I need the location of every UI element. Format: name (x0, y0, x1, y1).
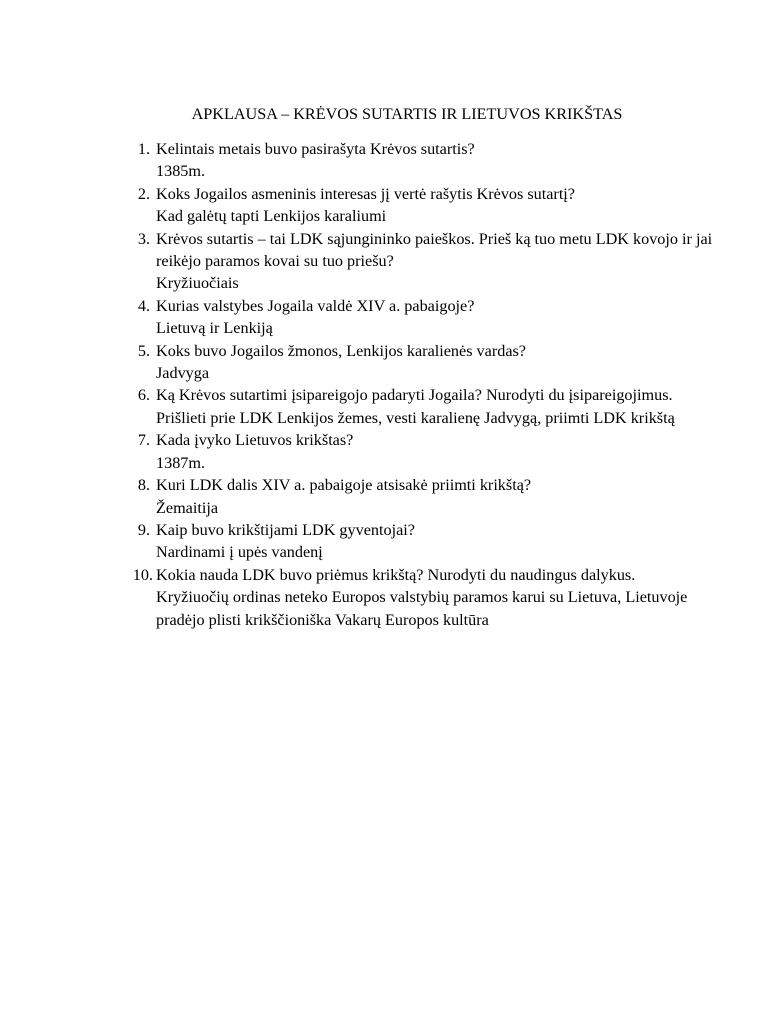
question-number: 3. (137, 229, 150, 248)
question-item-1 (0, 138, 768, 183)
question-number: 6. (137, 386, 150, 405)
question-text: Ką Krėvos sutartimi įsipareigojo padaryti Jogaila? Nurodyti du įsipareigojimus. (156, 386, 673, 405)
answer-text: Lietuvą ir Lenkiją (156, 319, 273, 338)
question-text: Kelintais metais buvo pasirašyta Krėvos sutartis? (156, 140, 475, 158)
question-item-6 (0, 384, 768, 429)
answer-text: Nardinami į upės vandenį (156, 543, 323, 562)
answer-text: Žemaitija (156, 498, 219, 517)
answer-text: Prišlieti prie LDK Lenkijos žemes, vesti karalienę Jadvygą, priimti LDK krikštą (156, 408, 675, 427)
question-list (0, 138, 768, 631)
question-number: 10. (132, 565, 153, 584)
question-text: Kokia nauda LDK buvo priėmus krikštą? Nurodyti du naudingus dalykus. (156, 565, 636, 584)
question-number: 9. (137, 520, 150, 539)
answer-text: 1387m. (156, 453, 206, 472)
question-number: 2. (137, 184, 150, 203)
question-number: 4. (137, 296, 150, 315)
question-text: Krėvos sutartis – tai LDK sąjungininko paieškos. Prieš ką tuo metu LDK kovojo ir jai reikėjo paramos kovai su tuo priešu? (156, 229, 713, 271)
question-item-10 (0, 564, 768, 631)
question-item-7 (0, 429, 768, 474)
answer-text: Kryžiuočiais (156, 274, 239, 293)
question-number: 7. (137, 431, 150, 450)
question-text: Kuri LDK dalis XIV a. pabaigoje atsisakė priimti krikštą? (156, 476, 532, 495)
answer-text: 1385m. (156, 162, 206, 181)
answer-text: Kad galėtų tapti Lenkijos karaliumi (156, 207, 387, 226)
question-item-2 (0, 183, 768, 228)
question-number: 1. (137, 140, 150, 158)
question-number: 5. (137, 341, 150, 360)
question-text: Kurias valstybes Jogaila valdė XIV a. pabaigoje? (156, 296, 475, 315)
answer-text: Kryžiuočių ordinas neteko Europos valstybių paramos karui su Lietuva, Lietuvoje pradėjo plisti krikščioniška Vakarų Europos kultūra (156, 588, 688, 629)
question-item-9 (0, 519, 768, 564)
question-text: Kada įvyko Lietuvos krikštas? (156, 431, 354, 450)
question-text: Koks buvo Jogailos žmonos, Lenkijos karalienės vardas? (156, 341, 526, 360)
question-item-5 (0, 340, 768, 385)
question-item-3 (0, 228, 768, 295)
question-item-8 (0, 474, 768, 519)
question-item-4 (0, 295, 768, 340)
question-text: Koks Jogailos asmeninis interesas jį vertė rašytis Krėvos sutartį? (156, 184, 575, 203)
question-text: Kaip buvo krikštijami LDK gyventojai? (156, 520, 415, 539)
document-title: APKLAUSA – KRĖVOS SUTARTIS IR LIETUVOS KRIKŠTAS (191, 105, 623, 123)
answer-text: Jadvyga (156, 364, 210, 383)
question-number: 8. (137, 476, 150, 495)
